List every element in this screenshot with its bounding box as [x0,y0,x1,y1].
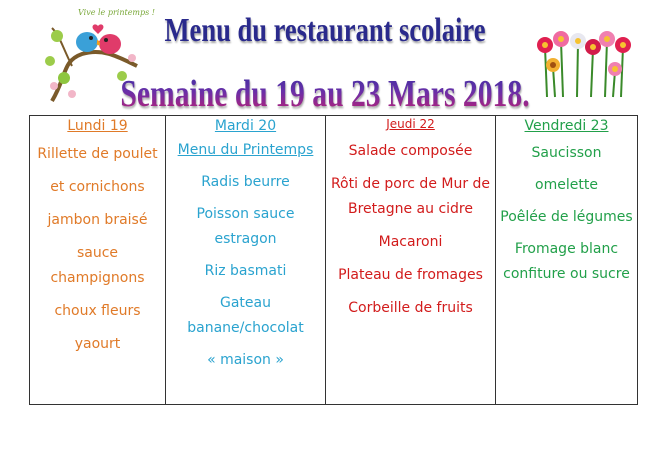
day-column-mardi [166,116,326,405]
deco-caption: Vive le printemps ! [78,8,156,17]
menu-item: Salade composée [348,143,473,159]
menu-item: jambon braisé [47,212,148,228]
menu-item: Fromage blanc confiture ou sucre [503,241,630,282]
menu-item: Rillette de poulet [37,146,158,162]
day-column-vendredi [496,116,638,405]
menu-item: Plateau de fromages [338,267,483,283]
menu-item: sauce champignons [50,245,145,286]
menu-item: Corbeille de fruits [348,300,473,316]
page-title: Menu du restaurant scolaire [164,12,486,49]
day-column-lundi [30,116,166,405]
menu-item: Riz basmati [204,263,287,279]
menu-item: Radis beurre [201,174,290,190]
day-heading: Mardi 20 [214,118,277,134]
menu-item: et cornichons [50,179,145,195]
day-heading: Jeudi 22 [386,117,435,131]
weekly-menu-table [29,115,638,405]
menu-item: choux fleurs [54,303,141,319]
menu-item: Rôti de porc de Mur de Bretagne au cidre [330,176,491,217]
day-column-jeudi [326,116,496,405]
menu-item: Saucisson [531,145,602,161]
menu-item: omelette [535,177,598,193]
menu-item: Gateau banane/chocolat [187,295,304,336]
menu-item: Poêlée de légumes [500,209,633,225]
day-heading: Vendredi 23 [524,118,609,134]
menu-item: Poisson sauce estragon [196,206,295,247]
day-heading: Lundi 19 [67,118,128,134]
week-subtitle: Semaine du 19 au 23 Mars 2018. [72,72,579,116]
menu-item: yaourt [74,336,121,352]
menu-item: « maison » [207,352,284,368]
menu-item: Menu du Printemps [177,142,314,158]
menu-item: Macaroni [378,234,443,250]
